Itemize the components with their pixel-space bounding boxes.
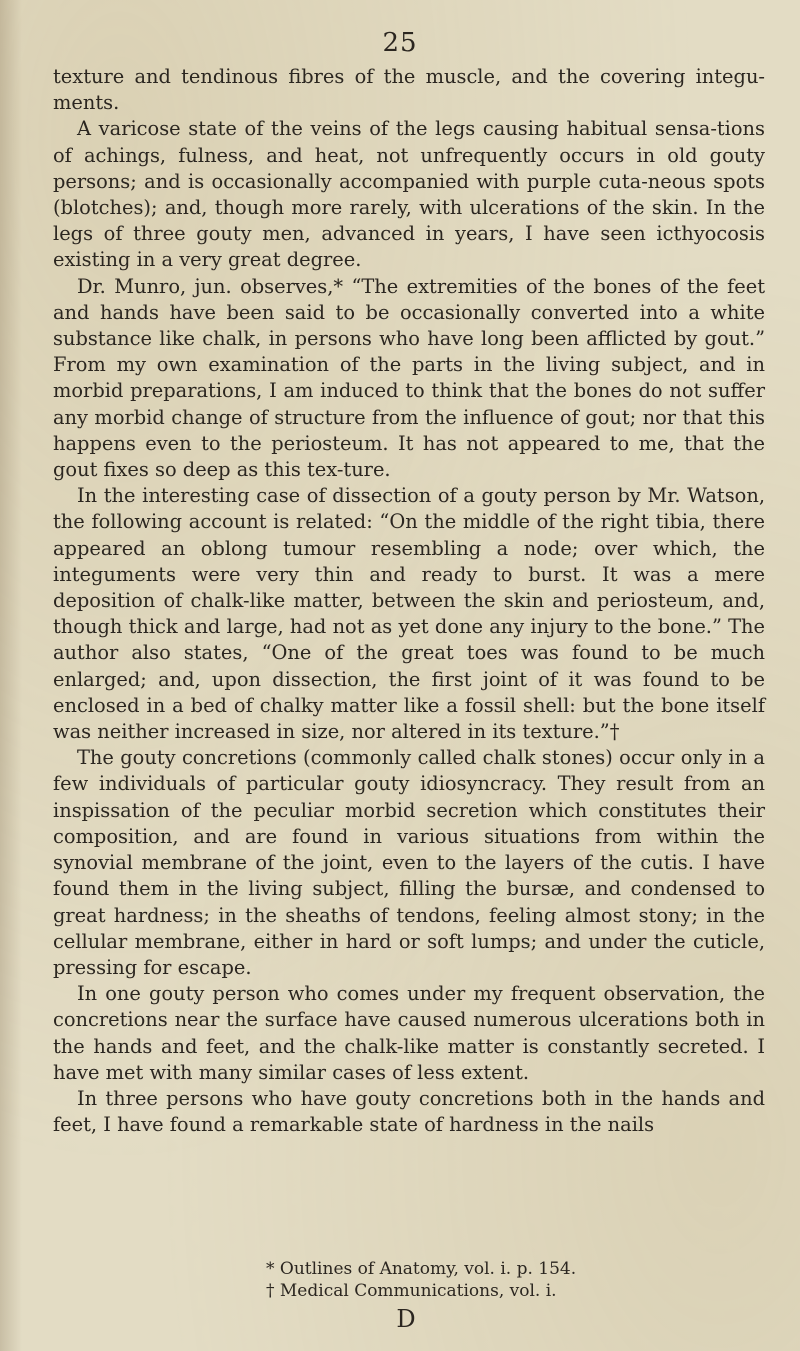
paragraph-7: In three persons who have gouty concretions both in the hands and feet, I have found a remarkable state of hardness in the nails — [53, 1086, 765, 1137]
printer-signature-mark: D — [396, 1305, 416, 1333]
paragraph-6: In one gouty person who comes under my frequent observation, the concretions near the surface have caused numerous ulcerations both in the hands and feet, and the chalk-like matter is constantly secreted. I have met with many similar cases of less extent. — [53, 982, 765, 1084]
footnotes — [0, 1258, 800, 1302]
paragraph-2: A varicose state of the veins of the legs causing habitual sensa-tions of achings, fulness, and heat, not unfrequently occurs in old gouty persons; and is occasionally accompanied with purple cuta-neous spots (blotches); and, though more rarely, with ulcerations of the skin. In the legs of three gouty men, advanced in years, I have seen icthyocosis existing in a very great degree. — [53, 117, 765, 272]
footnote-1: * Outlines of Anatomy, vol. i. p. 154. — [266, 1259, 577, 1279]
page-number: 25 — [382, 28, 418, 58]
body-text — [53, 64, 765, 1138]
paragraph-1: texture and tendinous fibres of the muscle, and the covering integu-ments. — [53, 65, 765, 115]
paragraph-3: Dr. Munro, jun. observes,* “The extremities of the bones of the feet and hands have been said to be occasionally converted into a white substance like chalk, in persons who have long been afflicted by gout.” From my own examination of the parts in the living subject, and in morbid preparations, I am induced to think that the bones do not suffer any morbid change of structure from the influence of gout; nor that this happens even to the periosteum. It has not appeared to me, that the gout fixes so deep as this tex-ture. — [53, 274, 765, 482]
paragraph-5: The gouty concretions (commonly called chalk stones) occur only in a few individuals of particular gouty idiosyncracy. They result from an inspissation of the peculiar morbid secretion which constitutes their composition, and are found in various situations from within the synovial membrane of the joint, even to the layers of the cutis. I have found them in the living subject, filling the bursæ, and condensed to great hardness; in the sheaths of tendons, feeling almost stony; in the cellular membrane, either in hard or soft lumps; and under the cuticle, pressing for escape. — [53, 746, 765, 979]
paragraph-4: In the interesting case of dissection of a gouty person by Mr. Watson, the following account is related: “On the middle of the right tibia, there appeared an oblong tumour resembling a node; over which, the integuments were very thin and ready to burst. It was a mere deposition of chalk-like matter, between the skin and periosteum, and, though thick and large, had not as yet done any injury to the bone.” The author also states, “One of the great toes was found to be much enlarged; and, upon dissection, the first joint of it was found to be enclosed in a bed of chalky matter like a fossil shell: but the bone itself was neither increased in size, nor altered in its texture.”† — [53, 484, 765, 744]
footnote-2: † Medical Communications, vol. i. — [266, 1281, 557, 1301]
page-edge-shadow — [0, 0, 22, 1351]
